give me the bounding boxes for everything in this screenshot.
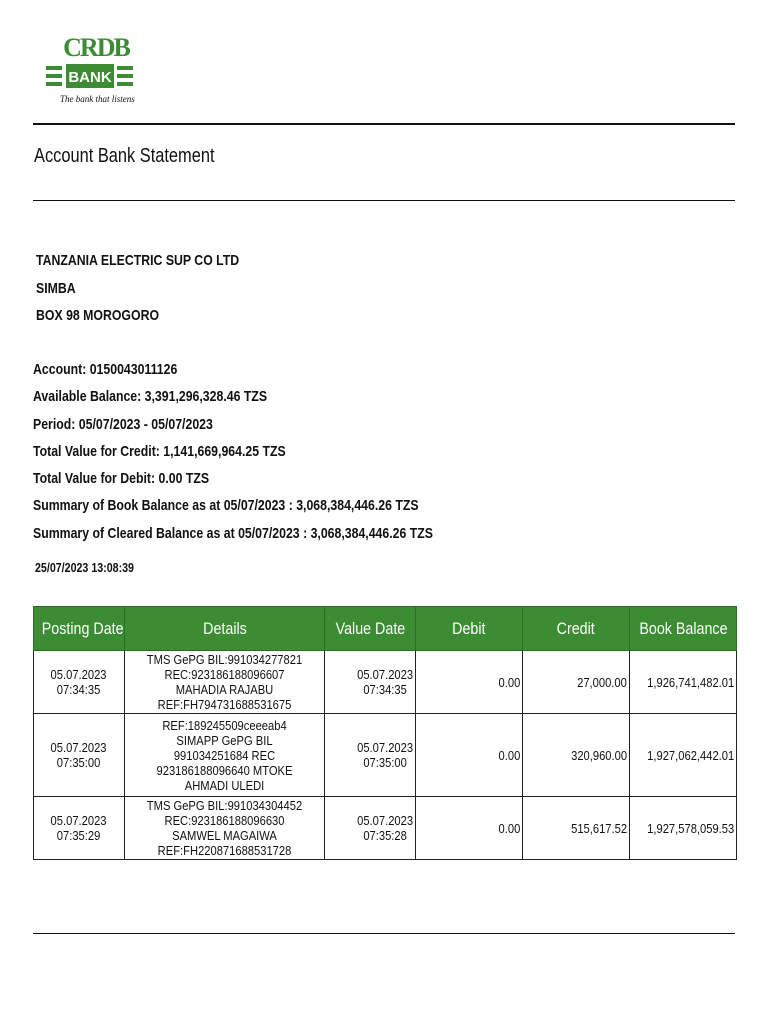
debit-cell: 0.00 xyxy=(416,714,523,797)
value-date-cell: 05.07.2023 07:35:28 xyxy=(325,797,416,860)
account-summary xyxy=(33,356,521,547)
customer-address: BOX 98 MOROGORO xyxy=(36,307,160,324)
table-row xyxy=(34,797,737,860)
book-balance-cell: 1,927,062,442.01 xyxy=(630,714,737,797)
book-balance-summary: Summary of Book Balance as at 05/07/2023 : 3,068,384,446.26 TZS xyxy=(33,497,419,515)
transactions-table xyxy=(33,606,737,860)
details-cell: REF:189245509ceeeab4 SIMAPP GePG BIL 991034251684 REC 923186188096640 MTOKE AHMADI ULEDI xyxy=(125,714,325,797)
logo-letters: CRDB xyxy=(63,33,129,62)
customer-address-block xyxy=(36,247,284,330)
bank-tagline: The bank that listens xyxy=(60,94,135,104)
title-divider xyxy=(33,200,735,201)
logo-word: BANK xyxy=(68,69,112,86)
logo-graphic xyxy=(44,30,144,100)
header-debit: Debit xyxy=(416,607,523,651)
header-book-balance: Book Balance xyxy=(630,607,737,651)
credit-cell: 515,617.52 xyxy=(523,797,630,860)
debit-cell: 0.00 xyxy=(416,651,523,714)
total-credit: Total Value for Credit: 1,141,669,964.25 TZS xyxy=(33,442,286,460)
customer-branch: SIMBA xyxy=(36,279,76,297)
total-debit: Total Value for Debit: 0.00 TZS xyxy=(33,470,210,488)
credit-cell: 320,960.00 xyxy=(523,714,630,797)
account-number: Account: 0150043011126 xyxy=(33,361,178,378)
generated-timestamp: 25/07/2023 13:08:39 xyxy=(35,560,134,575)
footer-divider xyxy=(33,933,735,934)
debit-cell: 0.00 xyxy=(416,797,523,860)
header-posting-date: Posting Date xyxy=(34,607,125,651)
cleared-balance-summary: Summary of Cleared Balance as at 05/07/2023 : 3,068,384,446.26 TZS xyxy=(33,524,433,542)
table-row xyxy=(34,714,737,797)
book-balance-cell: 1,926,741,482.01 xyxy=(630,651,737,714)
posting-date-cell: 05.07.2023 07:34:35 xyxy=(34,651,125,714)
header-credit: Credit xyxy=(523,607,630,651)
available-balance: Available Balance: 3,391,296,328.46 TZS xyxy=(33,388,268,406)
header-value-date: Value Date xyxy=(325,607,416,651)
page-title: Account Bank Statement xyxy=(34,145,215,167)
customer-name: TANZANIA ELECTRIC SUP CO LTD xyxy=(36,252,240,269)
credit-cell: 27,000.00 xyxy=(523,651,630,714)
details-cell: TMS GePG BIL:991034304452 REC:923186188096630 SAMWEL MAGAIWA REF:FH220871688531728 xyxy=(125,797,325,860)
posting-date-cell: 05.07.2023 07:35:00 xyxy=(34,714,125,797)
book-balance-cell: 1,927,578,059.53 xyxy=(630,797,737,860)
table-row xyxy=(34,651,737,714)
value-date-cell: 05.07.2023 07:34:35 xyxy=(325,651,416,714)
table-header-row xyxy=(34,607,737,651)
statement-period: Period: 05/07/2023 - 05/07/2023 xyxy=(33,415,213,433)
value-date-cell: 05.07.2023 07:35:00 xyxy=(325,714,416,797)
posting-date-cell: 05.07.2023 07:35:29 xyxy=(34,797,125,860)
header-divider xyxy=(33,123,735,125)
header-details: Details xyxy=(125,607,325,651)
details-cell: TMS GePG BIL:991034277821 REC:923186188096607 MAHADIA RAJABU REF:FH794731688531675 xyxy=(125,651,325,714)
